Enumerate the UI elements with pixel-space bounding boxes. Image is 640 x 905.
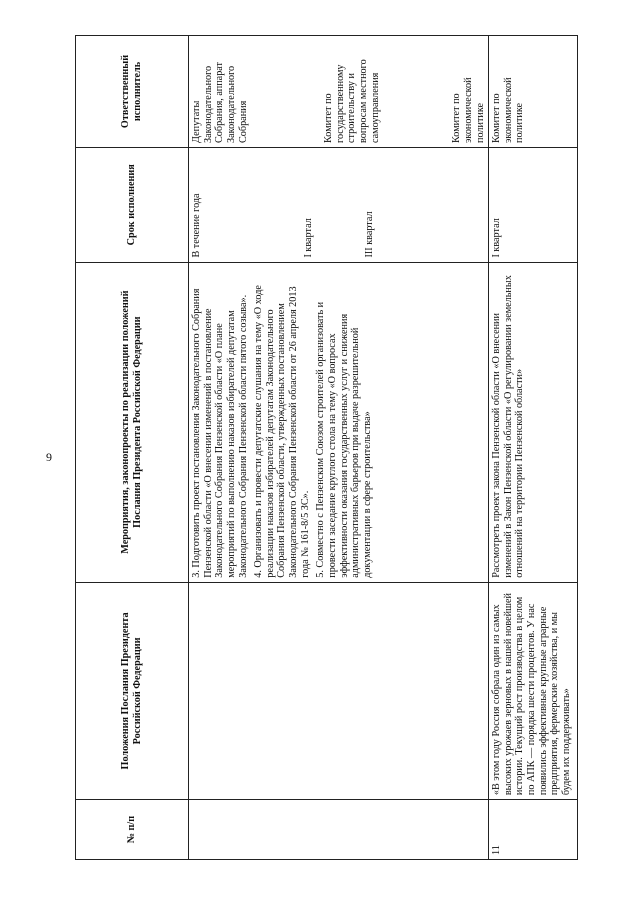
term-item-4: I квартал <box>302 218 314 258</box>
row-term: I квартал <box>489 147 578 262</box>
rotated-table-container <box>75 35 570 860</box>
term-item-3: В течение года <box>191 193 202 258</box>
header-num: № п/п <box>76 800 189 860</box>
row-responsible: Комитет по экономической политике <box>489 36 578 148</box>
responsible-item-4: Комитет по государственному строительству и вопросам местного самоуправления <box>323 59 381 143</box>
action-item-4: 4. Организовать и провести депутатские слушания на тему «О ходе реализации наказов избирателей депутатам Законодательного Собрания Пензенской области, утвержденных постановлением Законодательного Собрания Пензенской области от 26 апреля 2013 года № 161-8/5 ЗС». <box>253 285 311 578</box>
header-actions: Мероприятия, законопроекты по реализации положений Послания Президента Российской Федерации <box>76 262 189 582</box>
row-provision <box>189 582 489 799</box>
row-num: 11 <box>489 800 578 860</box>
table-row <box>189 36 489 860</box>
term-item-5: III квартал <box>364 211 376 258</box>
responsible-item-5: Комитет по экономической политике <box>451 77 486 143</box>
row-num <box>189 800 489 860</box>
responsible-item-3: Депутаты Законодательного Собрания, аппарат Законодательного Собрания <box>191 61 249 143</box>
header-provision: Положения Послания Президента Российской Федерации <box>76 582 189 799</box>
row-terms <box>189 147 489 262</box>
page-number: 9 <box>46 450 52 464</box>
row-actions: Рассмотреть проект закона Пензенской области «О внесении изменений в Закон Пензенской области «О регулировании земельных отношений на территории Пензенской области» <box>489 262 578 582</box>
header-term: Срок исполнения <box>76 147 189 262</box>
table-row <box>489 36 578 860</box>
row-actions <box>189 262 489 582</box>
row-provision: «В этом году Россия собрала один из самых высоких урожаев зерновых в нашей новейшей истории. Текущий рост производства в целом по АПК — порядка шести процентов. У нас появились эффективные крупные аграрные предприятия, фермерские хозяйства, и мы будем их поддерживать» <box>489 582 578 799</box>
plan-table <box>75 35 578 860</box>
action-item-3: 3. Подготовить проект постановления Законодательного Собрания Пензенской области «О внесении изменений в постановление Законодательного Собрания Пензенской области «О плане мероприятий по выполнению наказов избирателей депутатам Законодательного Собрания Пензенской области пятого созыва». <box>191 288 249 578</box>
table-header-row <box>76 36 189 860</box>
action-item-5: 5. Совместно с Пензенским Союзом строителей организовать и провести заседание круглого стола на тему «О вопросах эффективности оказания государственных услуг и снижения административных барьеров при выдаче разрешительной документации в сфере строительства» <box>315 301 373 578</box>
header-responsible: Ответственный исполнитель <box>76 36 189 148</box>
row-responsible <box>189 36 489 148</box>
